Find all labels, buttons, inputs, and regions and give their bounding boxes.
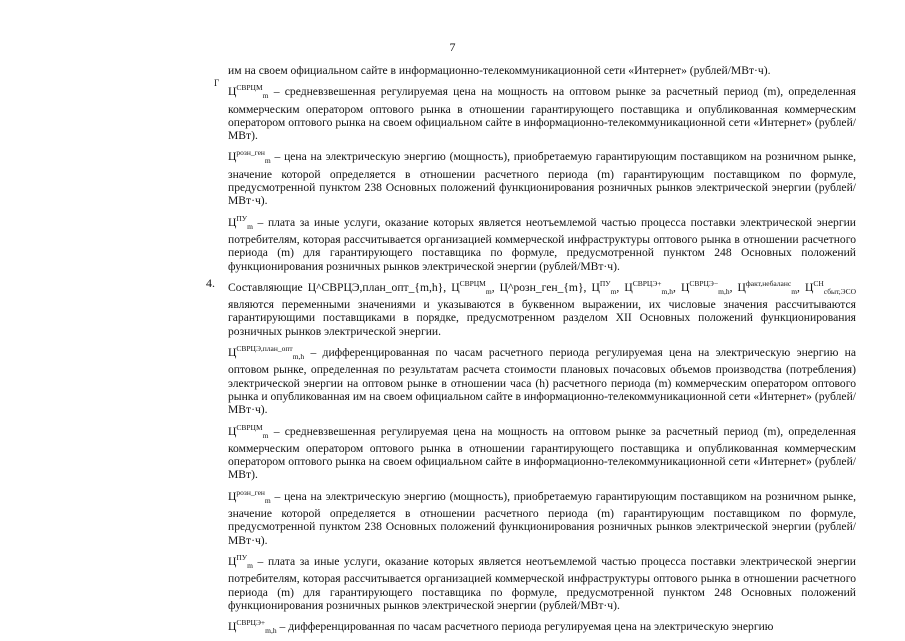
page-number: 7 bbox=[449, 40, 456, 54]
margin-mark: Г bbox=[214, 78, 220, 88]
paragraph bbox=[228, 64, 856, 77]
symbol-subscript: m,h bbox=[292, 352, 305, 362]
price-symbol: $Ц^{ПУ}_m$ bbox=[591, 278, 617, 296]
paragraph-text: – средневзвешенная регулируемая цена на мощность на оптовом рынке за расчетный период (m), определенная коммерческим оператором оптового рынка в отношении гарантирующего поставщика и опубликованная коммерческим оператором оптового рынка на своем официальном сайте в информационно-телекоммуникационной сети «Интернет» (рублей/МВт). bbox=[228, 424, 856, 482]
item-number: 4. bbox=[206, 275, 215, 290]
symbol-subscript: m bbox=[264, 495, 271, 505]
paragraph bbox=[228, 551, 856, 612]
symbol-superscript: СВРЦЭ− bbox=[689, 278, 719, 288]
price-symbol: $Ц^{розн\_ген}_m$ bbox=[228, 148, 271, 166]
paragraph bbox=[228, 421, 856, 482]
symbol-subscript: m bbox=[247, 560, 253, 570]
price-symbol: $Ц^{розн\_ген}_m$ bbox=[228, 487, 271, 505]
price-symbol: $Ц^{СВРЦМ}_m$ bbox=[228, 422, 269, 440]
document-body bbox=[206, 64, 857, 641]
symbol-superscript: СВРЦМ bbox=[236, 83, 263, 93]
price-symbol: $Ц^{СВРЦМ}_m$ bbox=[228, 83, 269, 101]
symbol-subscript: m bbox=[485, 286, 492, 296]
symbol-superscript: ПУ bbox=[236, 552, 248, 562]
paragraph-text: им на своем официальном сайте в информационно-телекоммуникационной сети «Интернет» (рублей/МВт·ч). bbox=[228, 64, 771, 77]
symbol-superscript: СВРЦЭ+ bbox=[632, 278, 662, 288]
symbol-subscript: m bbox=[610, 286, 617, 296]
paragraph bbox=[228, 212, 856, 273]
paragraph bbox=[228, 146, 856, 207]
price-symbol: $Ц^{ПУ}_m$ bbox=[228, 213, 253, 231]
symbol-subscript: m bbox=[264, 156, 271, 166]
paragraph-text: Составляющие Ц^СВРЦЭ,план_опт_{m,h}, $Ц^{СВРЦМ}_m$, Ц^розн_ген_{m}, $Ц^{ПУ}_m$, $Ц^{СВРЦЭ+}_{m,h}$, $Ц^{СВРЦЭ-}_{m,h}$, $Ц^{факт,небаланс}_m$, $Ц^{СН}_{сбыт,ЭСО}$ являются переменными значениями и указываются в буквенном выражении, их числовые значения рассчитываются гарантирующими поставщиками в порядке, предусмотренном разделом XII Основных положений функционирования розничных рынков электрической энергии. bbox=[228, 278, 857, 338]
paragraph bbox=[228, 81, 856, 142]
price-symbol: $Ц^{СВРЦЭ+}_{m,h}$ bbox=[624, 278, 673, 296]
symbol-superscript: розн_ген bbox=[236, 148, 265, 158]
paragraph bbox=[228, 342, 856, 416]
price-symbol: $Ц^{ПУ}_m$ bbox=[228, 552, 253, 570]
symbol-superscript: СН bbox=[813, 278, 824, 288]
price-symbol: $Ц^{факт,небаланс}_m$ bbox=[737, 278, 798, 296]
paragraph bbox=[206, 275, 857, 338]
symbol-superscript: розн_ген bbox=[236, 487, 265, 497]
symbol-subscript: m,h bbox=[718, 286, 730, 296]
price-symbol: $Ц^{СВРЦЭ+}_{m,h}$ bbox=[228, 618, 277, 636]
symbol-subscript: m bbox=[791, 286, 798, 296]
symbol-subscript: m bbox=[262, 430, 269, 440]
symbol-superscript: СВРЦЭ+ bbox=[236, 618, 266, 628]
paragraph-text: – цена на электрическую энергию (мощность), приобретаемую гарантирующим поставщиком на розничном рынке, значение которой определяется в отношении расчетного периода (m) гарантирующим поставщиком по формуле, предусмотренной пунктом 238 Основных положений функционирования розничных рынков электрической энергии (рублей/МВт·ч). bbox=[228, 489, 856, 547]
price-symbol: $Ц^{СН}_{сбыт,ЭСО}$ bbox=[805, 278, 857, 296]
price-symbol: $Ц^{СВРЦМ}_m$ bbox=[451, 278, 492, 296]
symbol-superscript: ПУ bbox=[599, 278, 611, 288]
symbol-subscript: сбыт,ЭСО bbox=[823, 286, 857, 296]
symbol-superscript: факт,небаланс bbox=[745, 278, 792, 288]
symbol-subscript: m,h bbox=[265, 626, 277, 636]
symbol-subscript: m bbox=[247, 221, 253, 231]
paragraph bbox=[228, 616, 856, 637]
price-symbol: $Ц^{СВРЦЭ,план\_опт}_{m,h}$ bbox=[228, 344, 305, 362]
price-symbol: $Ц^{СВРЦЭ-}_{m,h}$ bbox=[680, 278, 730, 296]
paragraph-text: – плата за иные услуги, оказание которых является неотъемлемой частью процесса поставки электрической энергии потребителям, которая рассчитывается организацией коммерческой инфраструктуры оптового рынка в отношении расчетного периода (m) для гарантирующего поставщика по формуле, предусмотренной пунктом 248 Основных положений функционирования розничных рынков электрической энергии (рублей/МВт·ч). bbox=[228, 554, 856, 612]
paragraph-text: – средневзвешенная регулируемая цена на мощность на оптовом рынке за расчетный период (m), определенная коммерческим оператором оптового рынка в отношении гарантирующего поставщика и опубликованная коммерческим оператором оптового рынка на своем официальном сайте в информационно-телекоммуникационной сети «Интернет» (рублей/МВт). bbox=[228, 85, 856, 143]
symbol-superscript: СВРЦМ bbox=[236, 422, 263, 432]
symbol-subscript: m,h bbox=[661, 286, 673, 296]
paragraph-text: – дифференцированная по часам расчетного периода регулируемая цена на электрическую энергию на оптовом рынке, определенная по результатам расчета стоимости плановых почасовых объемов производства (потребления) электрической энергии на оптовом рынке в отношении часа (h) расчетного периода (m) коммерческим оператором оптового рынка и опубликованная им на своем официальном сайте в информационно-телекоммуникационной сети «Интернет» (рублей/МВт·ч). bbox=[228, 346, 856, 417]
symbol-superscript: СВРЦМ bbox=[459, 278, 486, 288]
symbol-superscript: СВРЦЭ,план_опт bbox=[236, 344, 293, 354]
symbol-superscript: ПУ bbox=[236, 213, 248, 223]
paragraph-text: – цена на электрическую энергию (мощность), приобретаемую гарантирующим поставщиком на розничном рынке, значение которой определяется в отношении расчетного периода (m) гарантирующим поставщиком по формуле, предусмотренной пунктом 238 Основных положений функционирования розничных рынков электрической энергии (рублей/МВт·ч). bbox=[228, 150, 856, 208]
paragraph bbox=[228, 486, 856, 547]
paragraph-text: – плата за иные услуги, оказание которых является неотъемлемой частью процесса поставки электрической энергии потребителям, которая рассчитывается организацией коммерческой инфраструктуры оптового рынка в отношении расчетного периода (m) для гарантирующего поставщика по формуле, предусмотренной пунктом 248 Основных положений функционирования розничных рынков электрической энергии (рублей/МВт·ч). bbox=[228, 215, 856, 273]
symbol-subscript: m bbox=[262, 91, 269, 101]
paragraph-text: – дифференцированная по часам расчетного периода регулируемая цена на электрическую энергию bbox=[276, 620, 774, 634]
